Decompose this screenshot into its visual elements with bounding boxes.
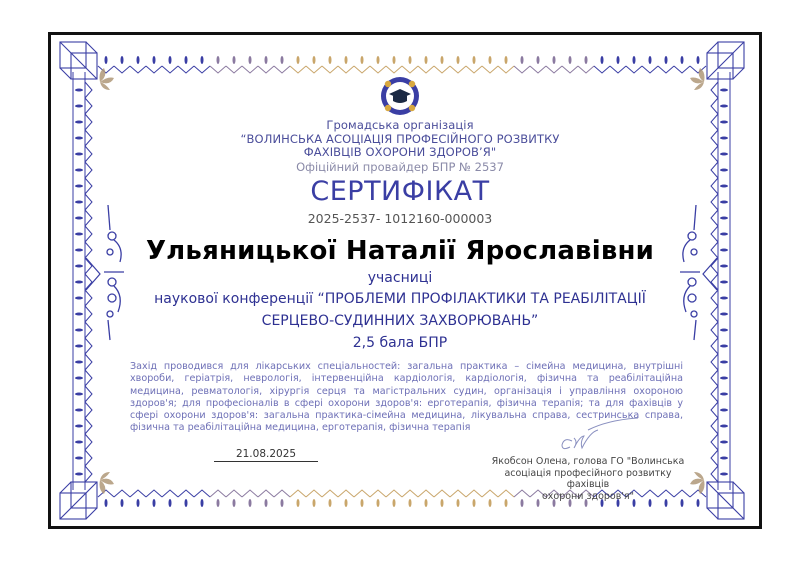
issue-date: 21.08.2025 bbox=[214, 448, 318, 462]
provider-line: Офіційний провайдер БПР № 2537 bbox=[296, 160, 504, 174]
corner-cube-top-left bbox=[60, 42, 97, 79]
org-type: Громадська організація bbox=[326, 118, 474, 132]
certificate-number: 2025-2537- 1012160-000003 bbox=[307, 211, 493, 226]
signer-line2: асоціація професійного розвитку фахівців bbox=[504, 467, 672, 490]
corner-cube-bottom-right bbox=[707, 482, 744, 519]
cpd-points: 2,5 бала БПР bbox=[352, 335, 448, 351]
event-description: Захід проводився для лікарських спеціальностей: загальна практика – сімейна медицина, внутрішні хвороби, геріатрія, неврологія, інтервенційна кардіологія, кардіологія, фізична та реабілітаційна медицина, ревматологія, хірургія серця та магістральних судин, організація і управління охороною здоров'я; для професіоналів в сфері охорони здоров'я: ерготерапія, фізична терапія; та для фахівців у сфері охорони здоров'я: загальна практика-сімейна медицина, лікувальна справа, сестринська справа, фізична та реабілітаційна медицина, ерготерапія, фізична терапія bbox=[130, 361, 683, 434]
recipient-role: учасниці bbox=[367, 270, 433, 286]
corner-cube-bottom-left bbox=[60, 482, 97, 519]
organization-logo bbox=[381, 77, 419, 115]
event-line1: наукової конференції “ПРОБЛЕМИ ПРОФІЛАКТИКИ ТА РЕАБІЛІТАЦІЇ bbox=[154, 291, 646, 307]
certificate-title: СЕРТИФІКАТ bbox=[310, 176, 490, 207]
signer-line3: охорони здоров'я" bbox=[541, 490, 635, 502]
signer-line1: Якобсон Олена, голова ГО "Волинська bbox=[491, 456, 685, 467]
event-line2: СЕРЦЕВО-СУДИННИХ ЗАХВОРЮВАНЬ” bbox=[261, 313, 539, 329]
recipient-name: Ульяницької Наталії Ярославівни bbox=[145, 236, 655, 266]
signer-block bbox=[488, 456, 688, 502]
corner-cube-top-right bbox=[707, 42, 744, 79]
org-name-line2: ФАХІВЦІВ ОХОРОНИ ЗДОРОВ’Я" bbox=[303, 145, 497, 159]
org-name-line1: “ВОЛИНСЬКА АСОЦІАЦІЯ ПРОФЕСІЙНОГО РОЗВИТКУ bbox=[240, 132, 560, 146]
